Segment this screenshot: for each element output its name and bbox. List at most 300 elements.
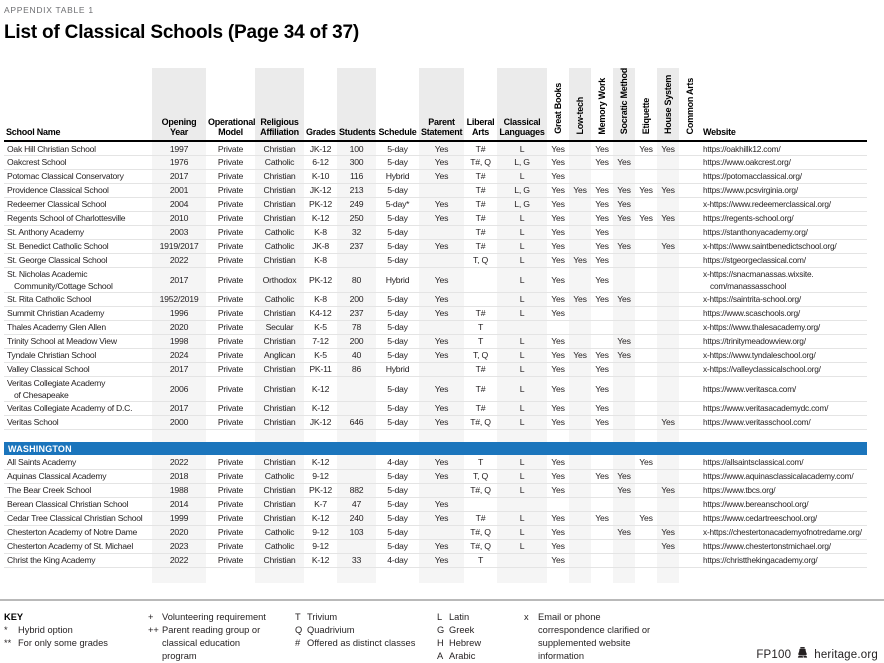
table-row xyxy=(4,267,867,292)
cell-common-arts xyxy=(679,239,701,253)
table-row xyxy=(4,320,867,334)
key-text: Trivium xyxy=(307,612,338,623)
spacer-cell xyxy=(376,567,419,583)
cell-school-name: Veritas School xyxy=(4,415,152,429)
cell-liberal-arts: T# xyxy=(464,401,497,415)
cell-grades: K-10 xyxy=(304,169,337,183)
cell-school-name: Valley Classical School xyxy=(4,362,152,376)
cell-classical-languages xyxy=(497,553,547,567)
cell-house-system xyxy=(657,169,679,183)
cell-parent-statement: Yes xyxy=(419,267,464,292)
key-title: KEY xyxy=(4,612,24,623)
cell-memory-work xyxy=(591,169,613,183)
cell-memory-work: Yes xyxy=(591,362,613,376)
key-symbol: A xyxy=(437,651,444,662)
cell-website[interactable]: https://regents-school.org/ xyxy=(701,211,867,225)
cell-memory-work: Yes xyxy=(591,401,613,415)
col-header-great-books xyxy=(547,68,569,141)
cell-opening-year: 2020 xyxy=(152,320,206,334)
cell-grades: K-7 xyxy=(304,497,337,511)
cell-opening-year: 2020 xyxy=(152,525,206,539)
cell-schedule: 5-day xyxy=(376,141,419,155)
cell-opening-year: 1999 xyxy=(152,511,206,525)
cell-religious-affiliation: Secular xyxy=(255,320,304,334)
cell-students: 40 xyxy=(337,348,376,362)
cell-schedule: Hybrid xyxy=(376,267,419,292)
cell-religious-affiliation: Christian xyxy=(255,415,304,429)
cell-classical-languages: L xyxy=(497,169,547,183)
cell-low-tech xyxy=(569,197,591,211)
table-header xyxy=(4,68,867,141)
cell-religious-affiliation: Orthodox xyxy=(255,267,304,292)
cell-grades: K-8 xyxy=(304,292,337,306)
cell-parent-statement: Yes xyxy=(419,497,464,511)
cell-grades: 7-12 xyxy=(304,334,337,348)
cell-students: 116 xyxy=(337,169,376,183)
table-row xyxy=(4,211,867,225)
cell-parent-statement xyxy=(419,320,464,334)
cell-classical-languages: L xyxy=(497,401,547,415)
cell-common-arts xyxy=(679,497,701,511)
cell-school-name: Veritas Collegiate Academy of Chesapeake xyxy=(4,376,152,401)
cell-great-books xyxy=(547,320,569,334)
cell-memory-work xyxy=(591,497,613,511)
table-body xyxy=(4,141,867,583)
cell-grades: JK-12 xyxy=(304,415,337,429)
cell-common-arts xyxy=(679,225,701,239)
cell-website[interactable]: https://www.cedartreeschool.org/ xyxy=(701,511,867,525)
cell-operational-model: Private xyxy=(206,525,255,539)
key-column-general xyxy=(4,611,148,650)
cell-religious-affiliation: Christian xyxy=(255,253,304,267)
cell-opening-year: 1919/2017 xyxy=(152,239,206,253)
cell-socratic-method: Yes xyxy=(613,239,635,253)
cell-parent-statement: Yes xyxy=(419,376,464,401)
cell-schedule: 5-day xyxy=(376,539,419,553)
cell-etiquette xyxy=(635,225,657,239)
cell-school-name: Chesterton Academy of St. Michael xyxy=(4,539,152,553)
cell-school-name: Thales Academy Glen Allen xyxy=(4,320,152,334)
spacer-cell xyxy=(569,429,591,442)
cell-low-tech xyxy=(569,320,591,334)
table-row xyxy=(4,525,867,539)
cell-website[interactable]: https://www.scaschools.org/ xyxy=(701,306,867,320)
cell-opening-year: 2004 xyxy=(152,197,206,211)
cell-school-name: Potomac Classical Conservatory xyxy=(4,169,152,183)
cell-website[interactable]: x-https://chestertonacademyofnotredame.org/ xyxy=(701,525,867,539)
cell-house-system xyxy=(657,497,679,511)
key-symbol: Q xyxy=(295,625,303,636)
cell-memory-work: Yes xyxy=(591,211,613,225)
spacer-cell xyxy=(657,567,679,583)
col-header-parent-statement: Parent Statement xyxy=(419,68,464,141)
cell-memory-work xyxy=(591,455,613,469)
cell-operational-model: Private xyxy=(206,183,255,197)
cell-religious-affiliation: Catholic xyxy=(255,469,304,483)
cell-etiquette xyxy=(635,169,657,183)
cell-grades: JK-8 xyxy=(304,239,337,253)
cell-classical-languages: L xyxy=(497,334,547,348)
cell-religious-affiliation: Catholic xyxy=(255,239,304,253)
cell-website[interactable]: https://www.oakcrest.org/ xyxy=(701,155,867,169)
spacer-cell xyxy=(304,429,337,442)
page-title: List of Classical Schools (Page 34 of 37) xyxy=(4,22,360,43)
col-header-common-arts xyxy=(679,68,701,141)
cell-students xyxy=(337,455,376,469)
cell-website[interactable]: x-https://www.saintbenedictschool.org/ xyxy=(701,239,867,253)
cell-school-name: Cedar Tree Classical Christian School xyxy=(4,511,152,525)
key-text: Volunteering requirement xyxy=(162,612,266,623)
cell-website[interactable]: x-https://saintrita-school.org/ xyxy=(701,292,867,306)
cell-socratic-method: Yes xyxy=(613,211,635,225)
cell-operational-model: Private xyxy=(206,348,255,362)
cell-grades: 6-12 xyxy=(304,155,337,169)
table-row xyxy=(4,292,867,306)
cell-common-arts xyxy=(679,376,701,401)
cell-low-tech xyxy=(569,225,591,239)
spacer-cell xyxy=(255,567,304,583)
table-row xyxy=(4,141,867,155)
cell-website[interactable]: https://christthekingacademy.org/ xyxy=(701,553,867,567)
spacer-cell xyxy=(701,429,867,442)
cell-schedule: 5-day xyxy=(376,525,419,539)
cell-etiquette xyxy=(635,525,657,539)
cell-school-name: Providence Classical School xyxy=(4,183,152,197)
cell-socratic-method xyxy=(613,415,635,429)
cell-opening-year: 2001 xyxy=(152,183,206,197)
cell-website[interactable]: https://www.bereanschool.org/ xyxy=(701,497,867,511)
etiquette-label: Etiquette xyxy=(641,98,651,135)
cell-operational-model: Private xyxy=(206,267,255,292)
cell-grades: PK-12 xyxy=(304,483,337,497)
cell-common-arts xyxy=(679,334,701,348)
cell-schedule: 5-day xyxy=(376,376,419,401)
cell-socratic-method xyxy=(613,225,635,239)
table-row xyxy=(4,455,867,469)
cell-religious-affiliation: Christian xyxy=(255,483,304,497)
cell-house-system xyxy=(657,348,679,362)
cell-operational-model: Private xyxy=(206,169,255,183)
cell-great-books: Yes xyxy=(547,553,569,567)
footer-site-label: heritage.org xyxy=(814,648,878,661)
cell-great-books: Yes xyxy=(547,155,569,169)
cell-classical-languages: L xyxy=(497,225,547,239)
table-row xyxy=(4,511,867,525)
cell-common-arts xyxy=(679,539,701,553)
cell-liberal-arts: T#, Q xyxy=(464,155,497,169)
cell-students: 200 xyxy=(337,292,376,306)
cell-website[interactable]: x-https://snacmanassas.wixsite. com/manassasschool xyxy=(701,267,867,292)
cell-classical-languages: L xyxy=(497,141,547,155)
key-item xyxy=(148,624,295,663)
col-header-liberal-arts: Liberal Arts xyxy=(464,68,497,141)
cell-great-books: Yes xyxy=(547,253,569,267)
cell-etiquette: Yes xyxy=(635,141,657,155)
spacer-cell xyxy=(419,567,464,583)
cell-school-name: St. Nicholas Academic Community/Cottage School xyxy=(4,267,152,292)
cell-etiquette xyxy=(635,267,657,292)
spacer-cell xyxy=(464,567,497,583)
cell-school-name: Christ the King Academy xyxy=(4,553,152,567)
cell-memory-work xyxy=(591,320,613,334)
cell-great-books: Yes xyxy=(547,225,569,239)
cell-house-system: Yes xyxy=(657,239,679,253)
cell-parent-statement: Yes xyxy=(419,511,464,525)
col-header-school-name: School Name xyxy=(4,68,152,141)
cell-school-name: Tyndale Christian School xyxy=(4,348,152,362)
cell-schedule: 5-day xyxy=(376,239,419,253)
cell-website[interactable]: https://www.tbcs.org/ xyxy=(701,483,867,497)
cell-religious-affiliation: Christian xyxy=(255,141,304,155)
col-header-low-tech xyxy=(569,68,591,141)
cell-liberal-arts: T xyxy=(464,334,497,348)
cell-website[interactable]: https://oakhillk12.com/ xyxy=(701,141,867,155)
table-row xyxy=(4,253,867,267)
table-row xyxy=(4,334,867,348)
cell-grades: K-12 xyxy=(304,455,337,469)
table-row xyxy=(4,469,867,483)
cell-students: 78 xyxy=(337,320,376,334)
cell-operational-model: Private xyxy=(206,155,255,169)
cell-religious-affiliation: Christian xyxy=(255,169,304,183)
cell-grades: PK-12 xyxy=(304,197,337,211)
cell-etiquette xyxy=(635,155,657,169)
cell-website[interactable]: https://www.veritasca.com/ xyxy=(701,376,867,401)
cell-schedule: 5-day xyxy=(376,320,419,334)
cell-website[interactable]: x-https://www.redeemerclassical.org/ xyxy=(701,197,867,211)
cell-etiquette xyxy=(635,553,657,567)
cell-school-name: All Saints Academy xyxy=(4,455,152,469)
key-text: Hybrid option xyxy=(18,625,73,636)
cell-house-system xyxy=(657,553,679,567)
cell-religious-affiliation: Christian xyxy=(255,553,304,567)
cell-common-arts xyxy=(679,141,701,155)
key-item xyxy=(4,637,148,650)
cell-house-system xyxy=(657,362,679,376)
key-symbol: H xyxy=(437,638,444,649)
cell-liberal-arts xyxy=(464,267,497,292)
cell-grades: K-5 xyxy=(304,320,337,334)
cell-website[interactable]: https://stgeorgeclassical.com/ xyxy=(701,253,867,267)
cell-operational-model: Private xyxy=(206,292,255,306)
cell-liberal-arts: T, Q xyxy=(464,253,497,267)
cell-website[interactable]: x-https://valleyclassicalschool.org/ xyxy=(701,362,867,376)
cell-religious-affiliation: Catholic xyxy=(255,225,304,239)
cell-website[interactable]: https://trinitymeadowview.org/ xyxy=(701,334,867,348)
cell-low-tech xyxy=(569,376,591,401)
cell-common-arts xyxy=(679,415,701,429)
cell-etiquette xyxy=(635,320,657,334)
cell-classical-languages: L xyxy=(497,469,547,483)
cell-great-books: Yes xyxy=(547,469,569,483)
cell-parent-statement xyxy=(419,225,464,239)
cell-low-tech: Yes xyxy=(569,292,591,306)
cell-website[interactable]: https://www.pcsvirginia.org/ xyxy=(701,183,867,197)
cell-common-arts xyxy=(679,455,701,469)
cell-website[interactable]: x-https://www.thalesacademy.org/ xyxy=(701,320,867,334)
cell-operational-model: Private xyxy=(206,211,255,225)
cell-students: 33 xyxy=(337,553,376,567)
cell-house-system xyxy=(657,306,679,320)
cell-low-tech xyxy=(569,469,591,483)
table-row xyxy=(4,415,867,429)
appendix-label: APPENDIX TABLE 1 xyxy=(4,5,94,15)
cell-operational-model: Private xyxy=(206,401,255,415)
memory-work-label: Memory Work xyxy=(597,77,607,135)
spacer-row xyxy=(4,429,867,442)
cell-schedule: 5-day xyxy=(376,155,419,169)
cell-liberal-arts: T# xyxy=(464,376,497,401)
cell-house-system xyxy=(657,401,679,415)
key-legend xyxy=(4,611,884,663)
cell-liberal-arts: T# xyxy=(464,169,497,183)
cell-socratic-method xyxy=(613,306,635,320)
cell-liberal-arts: T# xyxy=(464,362,497,376)
key-symbol: L xyxy=(437,612,443,623)
cell-opening-year: 2017 xyxy=(152,401,206,415)
cell-common-arts xyxy=(679,292,701,306)
cell-schedule: 5-day xyxy=(376,469,419,483)
cell-socratic-method xyxy=(613,511,635,525)
cell-parent-statement: Yes xyxy=(419,455,464,469)
cell-website[interactable]: https://www.veritasacademydc.com/ xyxy=(701,401,867,415)
cell-operational-model: Private xyxy=(206,141,255,155)
cell-website[interactable]: x-https://www.tyndaleschool.org/ xyxy=(701,348,867,362)
cell-school-name: Trinity School at Meadow View xyxy=(4,334,152,348)
cell-etiquette xyxy=(635,401,657,415)
cell-students: 237 xyxy=(337,306,376,320)
cell-memory-work: Yes xyxy=(591,267,613,292)
spacer-cell xyxy=(152,567,206,583)
cell-operational-model: Private xyxy=(206,320,255,334)
cell-grades: 9-12 xyxy=(304,525,337,539)
cell-operational-model: Private xyxy=(206,483,255,497)
table-row xyxy=(4,376,867,401)
cell-website[interactable]: https://allsaintsclassical.com/ xyxy=(701,455,867,469)
spacer-cell xyxy=(4,567,152,583)
spacer-cell xyxy=(206,429,255,442)
cell-etiquette xyxy=(635,415,657,429)
key-item xyxy=(437,611,524,624)
cell-operational-model: Private xyxy=(206,376,255,401)
cell-great-books: Yes xyxy=(547,183,569,197)
cell-classical-languages: L xyxy=(497,267,547,292)
footer-divider-line xyxy=(0,599,884,601)
table-row xyxy=(4,306,867,320)
cell-memory-work xyxy=(591,334,613,348)
cell-operational-model: Private xyxy=(206,306,255,320)
cell-great-books: Yes xyxy=(547,197,569,211)
cell-operational-model: Private xyxy=(206,539,255,553)
table-row xyxy=(4,553,867,567)
cell-grades: K-12 xyxy=(304,553,337,567)
cell-etiquette xyxy=(635,376,657,401)
cell-school-name: Berean Classical Christian School xyxy=(4,497,152,511)
cell-socratic-method xyxy=(613,320,635,334)
cell-great-books: Yes xyxy=(547,362,569,376)
cell-parent-statement: Yes xyxy=(419,348,464,362)
cell-etiquette: Yes xyxy=(635,455,657,469)
cell-etiquette xyxy=(635,239,657,253)
cell-opening-year: 2018 xyxy=(152,469,206,483)
cell-low-tech xyxy=(569,553,591,567)
key-item xyxy=(295,624,437,637)
cell-memory-work xyxy=(591,483,613,497)
cell-school-name: Redeemer Classical School xyxy=(4,197,152,211)
cell-low-tech xyxy=(569,239,591,253)
cell-website[interactable]: https://potomacclassical.org/ xyxy=(701,169,867,183)
key-column-languages xyxy=(437,611,524,663)
cell-etiquette xyxy=(635,539,657,553)
cell-website[interactable]: https://www.aquinasclassicalacademy.com/ xyxy=(701,469,867,483)
cell-website[interactable]: https://stanthonyacademy.org/ xyxy=(701,225,867,239)
table-row xyxy=(4,483,867,497)
spacer-cell xyxy=(635,567,657,583)
cell-opening-year: 2000 xyxy=(152,415,206,429)
cell-etiquette xyxy=(635,306,657,320)
cell-common-arts xyxy=(679,553,701,567)
cell-great-books: Yes xyxy=(547,376,569,401)
cell-liberal-arts: T xyxy=(464,455,497,469)
cell-classical-languages xyxy=(497,320,547,334)
cell-liberal-arts: T# xyxy=(464,141,497,155)
key-item xyxy=(437,650,524,663)
cell-religious-affiliation: Christian xyxy=(255,197,304,211)
key-symbol: ** xyxy=(4,638,12,649)
cell-great-books: Yes xyxy=(547,483,569,497)
col-header-opening-year: Opening Year xyxy=(152,68,206,141)
cell-school-name: St. Anthony Academy xyxy=(4,225,152,239)
cell-opening-year: 2024 xyxy=(152,348,206,362)
cell-memory-work: Yes xyxy=(591,415,613,429)
cell-grades: K-8 xyxy=(304,225,337,239)
cell-website[interactable]: https://www.veritasschool.com/ xyxy=(701,415,867,429)
cell-website[interactable]: https://www.chestertonstmichael.org/ xyxy=(701,539,867,553)
cell-schedule: 5-day xyxy=(376,483,419,497)
cell-etiquette: Yes xyxy=(635,211,657,225)
cell-school-name: Chesterton Academy of Notre Dame xyxy=(4,525,152,539)
cell-students: 237 xyxy=(337,239,376,253)
cell-memory-work: Yes xyxy=(591,197,613,211)
cell-schedule: 5-day xyxy=(376,401,419,415)
cell-schedule: 5-day xyxy=(376,183,419,197)
cell-great-books: Yes xyxy=(547,267,569,292)
cell-low-tech xyxy=(569,483,591,497)
cell-great-books: Yes xyxy=(547,239,569,253)
cell-classical-languages: L xyxy=(497,348,547,362)
cell-opening-year: 1976 xyxy=(152,155,206,169)
table-row xyxy=(4,197,867,211)
cell-religious-affiliation: Christian xyxy=(255,362,304,376)
spacer-cell xyxy=(304,567,337,583)
key-item xyxy=(437,624,524,637)
cell-students: 240 xyxy=(337,511,376,525)
cell-parent-statement: Yes xyxy=(419,169,464,183)
spacer-cell xyxy=(152,429,206,442)
cell-common-arts xyxy=(679,211,701,225)
key-item xyxy=(295,637,437,650)
spacer-cell xyxy=(376,429,419,442)
cell-parent-statement: Yes xyxy=(419,211,464,225)
cell-schedule: 5-day xyxy=(376,253,419,267)
cell-low-tech: Yes xyxy=(569,348,591,362)
spacer-cell xyxy=(547,567,569,583)
cell-memory-work: Yes xyxy=(591,183,613,197)
cell-grades: K-8 xyxy=(304,253,337,267)
cell-opening-year: 2017 xyxy=(152,169,206,183)
footer-brand xyxy=(756,615,878,663)
key-item xyxy=(295,611,437,624)
